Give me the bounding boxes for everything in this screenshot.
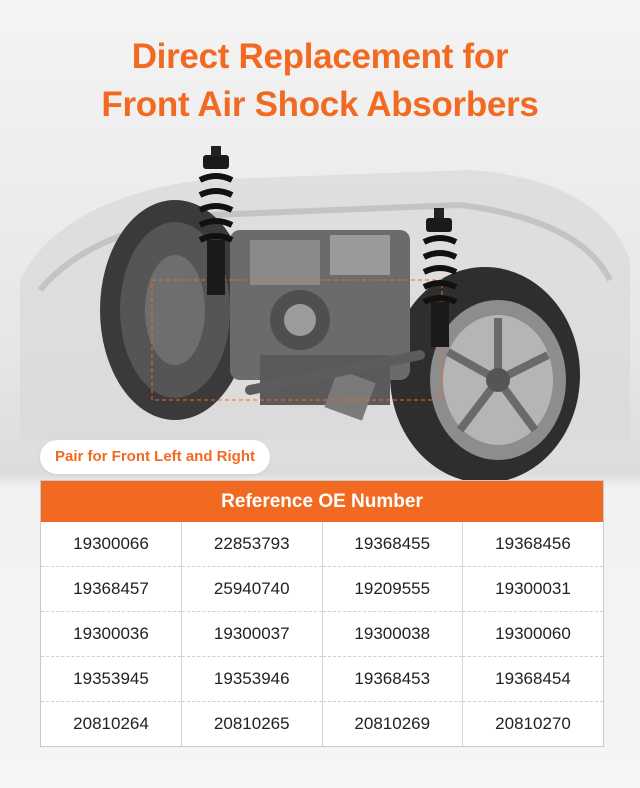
title-line-2: Front Air Shock Absorbers (101, 85, 539, 124)
table-row (41, 612, 603, 657)
title-line-1: Direct Replacement for (131, 37, 509, 76)
oe-number-cell: 19368456 (463, 522, 604, 567)
oe-number-cell: 19300031 (463, 567, 604, 612)
oe-number-table (40, 480, 604, 747)
oe-number-cell: 22853793 (182, 522, 323, 567)
pair-badge: Pair for Front Left and Right (40, 440, 270, 474)
right-wheel (390, 267, 580, 480)
oe-number-cell: 19368457 (41, 567, 182, 612)
oe-number-cell: 19300060 (463, 612, 604, 657)
oe-number-cell: 19368454 (463, 657, 604, 702)
suspension-illustration (0, 140, 640, 480)
oe-number-cell: 19300038 (322, 612, 463, 657)
left-tire (100, 200, 250, 420)
oe-number-cell: 19353946 (182, 657, 323, 702)
oe-number-cell: 20810270 (495, 714, 571, 733)
oe-number-cell: 19368455 (322, 522, 463, 567)
oe-number-cell: 19300066 (41, 522, 182, 567)
table-row (41, 702, 603, 747)
page-title (0, 33, 640, 129)
oe-number-cell: 19300037 (182, 612, 323, 657)
oe-number-cell: 20810264 (41, 702, 182, 747)
oe-number-cell: 19300036 (41, 612, 182, 657)
oe-number-cell: 19209555 (322, 567, 463, 612)
table-row (41, 657, 603, 702)
oe-number-cell: 25940740 (182, 567, 323, 612)
oe-number-cell: 20810269 (322, 702, 463, 747)
oe-number-cell: 19353945 (41, 657, 182, 702)
table-header: Reference OE Number (41, 481, 603, 522)
table-row (41, 567, 603, 612)
oe-number-cell: 20810265 (182, 702, 323, 747)
table-row (41, 522, 603, 567)
oe-number-cell: 19368453 (322, 657, 463, 702)
